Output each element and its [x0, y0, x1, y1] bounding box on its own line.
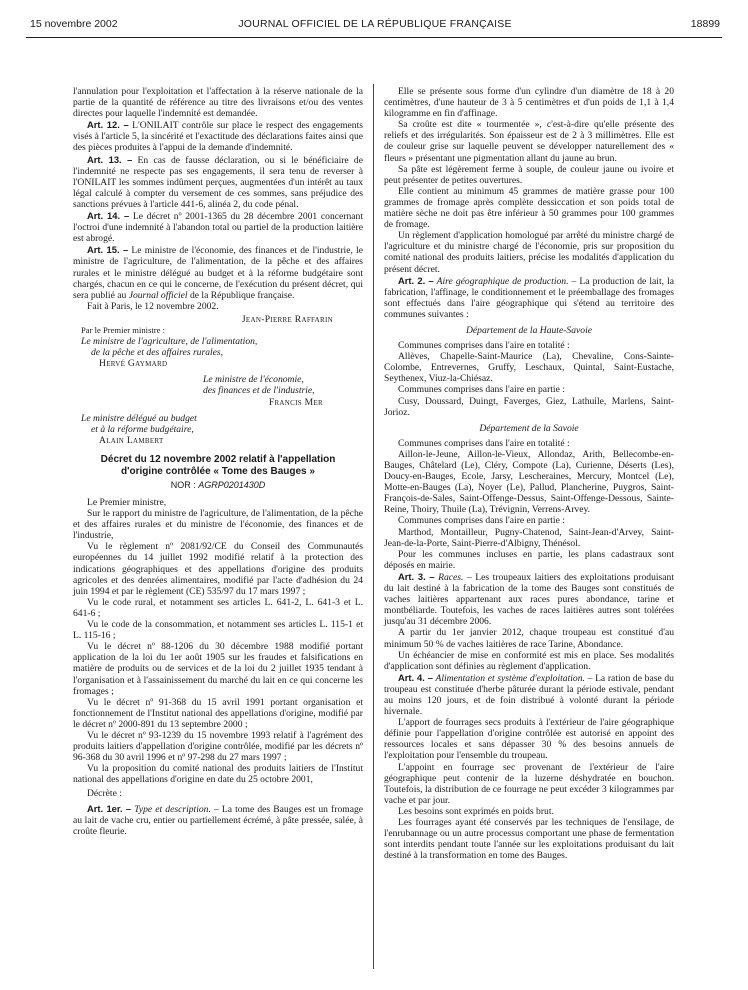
paragraph: Elle contient au minimum 45 grammes de matière grasse pour 100 grammes de fromage après complète dessiccation et son poids total de matière sèche ne doit pas être inférieur à 50 grammes pour 100 grammes de fromage. — [384, 185, 674, 231]
journal-officiel-ref: Journal officiel — [128, 289, 188, 301]
article-label: Art. 1er. – — [87, 802, 132, 814]
communes-list: Cusy, Doussard, Duingt, Faverges, Giez, Lathuile, Marlens, Saint-Jorioz. — [384, 395, 674, 418]
article-label: Art. 13. – — [87, 153, 133, 165]
decrete: Décrète : — [87, 788, 122, 800]
paragraph: Sa croûte est dite « tourmentée », c'est-à-dire qu'elle présente des reliefs et des irrégularités. Son épaisseur est de 2 à 3 millimètres. Elle est de couleur grise sur laquelle peuvent se développer naturellement des « fleurs » présentant une pigmentation allant du jaune au brun. — [384, 119, 674, 164]
signer-premier-ministre: Jean-Pierre Raffarin — [241, 313, 333, 325]
article-4 — [384, 672, 674, 717]
communes-list: Aillon-le-Jeune, Aillon-le-Vieux, Allondaz, Arith, Bellecombe-en-Bauges, Châtelard (Le), Cléry, Compote (La), Curienne, Déserts (Les), Doucy-en-Bauges, Ecole, Jarsy, Lescheraines, Mercury, Montcel (Le), Motte-en-Bauges (La), Noyer (Le), Pallud, Plancherine, Puygros, Saint-François-de-Sales, Saint-Offenge-Dessus, Saint-Offenge-Dessous, Sainte-Reine, Thoiry, Thuile (La), Trévignin, Verrens-Arvey. — [384, 448, 674, 516]
nor-code: AGRP0201430D — [198, 479, 266, 490]
signer-title: de la pêche et des affaires rurales, — [91, 347, 224, 359]
signatures — [73, 314, 363, 446]
signer-title: Le ministre délégué au budget — [81, 412, 197, 424]
article-text: En cas de fausse déclaration, ou si le bénéficiaire de l'indemnité ne respecte pas ses engagements, il sera tenu de reverser à l'ONILAIT les sommes indûment perçues, augmentées d'un intérêt au taux légal calculé à compter du versement de ces sommes, sans préjudice des sanctions prévues à l'article 441-6, alinéa 2, du code pénal. — [73, 154, 363, 210]
article-title: Aire géographique de production. — [433, 275, 569, 287]
article-2 — [384, 275, 674, 320]
visa: Sur le rapport du ministre de l'agriculture, de l'alimentation, de la pêche et des affaires rurales et du ministre de l'économie, des finances et de l'industrie, — [73, 508, 363, 542]
article-text: – La production de lait, la fabrication, l'affinage, le conditionnement et le préemballage des fromages sont effectués dans l'aire géographique qui s'étend au territoire des communes suivantes : — [384, 275, 674, 320]
paragraph: Elle se présente sous forme d'un cylindre d'un diamètre de 18 à 20 centimètres, d'une hauteur de 3 à 5 centimètres et d'un poids de 1,1 à 1,4 kilogramme en fin d'affinage. — [384, 86, 674, 120]
article-1 — [73, 803, 363, 837]
article-text: de la République française. — [187, 289, 295, 301]
article-title: Races. — [434, 571, 464, 583]
article-text: Le décret nº 2001-1365 du 28 décembre 2001 concernant l'octroi d'une indemnité à l'abandon total ou partiel de la production laitière est abrogé. — [73, 211, 363, 245]
decree-title — [73, 454, 363, 478]
visa: Vu le code rural, et notamment ses articles L. 641-2, L. 641-3 et L. 641-6 ; — [73, 596, 363, 619]
article-label: Art. 14. – — [87, 210, 130, 222]
article-title: Alimentation et système d'exploitation. — [432, 672, 585, 684]
article-text: Le ministre de l'économie, des finances et de l'industrie, le ministre de l'agriculture, de l'alimentation, de la pêche et des affaires rurales et le ministre délégué au budget et à la réforme budgétaire sont chargés, chacun en ce qui le concerne, de l'exécution du présent décret, qui sera publié au — [73, 245, 363, 301]
article-label: Art. 15. – — [87, 244, 129, 256]
left-column — [73, 86, 363, 837]
decree-title-line: d'origine contrôlée « Tome des Bauges » — [121, 465, 315, 477]
communes-label: Communes comprises dans l'aire en totalité : — [398, 437, 570, 449]
communes-label: Communes comprises dans l'aire en totalité : — [398, 340, 570, 352]
article-label: Art. 3. – — [398, 570, 435, 582]
article-text: – La tome des Bauges est un fromage au lait de vache cru, entier ou partiellement écrémé, à pâte pressée, salée, à croûte fleurie. — [73, 803, 364, 837]
journal-title: JOURNAL OFFICIEL DE LA RÉPUBLIQUE FRANÇAISE — [238, 18, 512, 30]
header-rule — [26, 37, 722, 38]
department-heading: Département de la Haute-Savoie — [465, 324, 592, 336]
signer-title: Le ministre de l'économie, — [203, 374, 304, 386]
visa: Vu le décret nº 91-368 du 15 avril 1991 portant organisation et fonctionnement de l'Institut national des appellations d'origine, modifié par le décret nº 2000-891 du 13 septembre 2000 ; — [73, 696, 363, 730]
article-title: Type et description. — [131, 803, 211, 815]
article-12 — [73, 119, 363, 153]
paragraph: Sa pâte est légèrement ferme à souple, de couleur jaune ou ivoire et peut présenter de petites ouvertures. — [384, 163, 674, 186]
paragraph: Un échéancier de mise en conformité est mis en place. Ses modalités d'application sont définies au règlement d'application. — [384, 649, 674, 672]
paragraph: Pour les communes incluses en partie, les plans cadastraux sont déposés en mairie. — [384, 548, 674, 571]
visa: Vu la proposition du comité national des produits laitiers de l'Institut national des appellations d'origine en date du 25 octobre 2001, — [73, 763, 363, 786]
visa: Vu le décret nº 93-1239 du 15 novembre 1993 relatif à l'agrément des produits laitiers d'appellation d'origine contrôlée, modifié par les décrets nº 96-368 du 30 avril 1996 et nº 97-298 du 27 mars 1997 ; — [73, 729, 363, 764]
communes-list: Marthod, Montailleur, Pugny-Chatenod, Saint-Jean-d'Arvey, Saint-Jean-de-la-Porte, Saint-Pierre-d'Albigny, Thénésol. — [384, 526, 674, 549]
department-heading: Département de la Savoie — [479, 422, 579, 434]
paragraph: Les fourrages ayant été conservés par les techniques de l'ensilage, de l'enrubannage ou un autre processus comportant une phase de fermentation sont interdits pendant toute l'année sur les exploitations produisant du lait destiné à la transformation en tome des Bauges. — [384, 817, 674, 862]
page-header — [30, 18, 720, 34]
visa: Vu le décret nº 88-1206 du 30 décembre 1988 modifié portant application de la loi du 1er août 1905 sur les fraudes et falsifications en matière de produits ou de services et de la loi du 2 juillet 1935 tendant à l'organisation et à l'assainissement du marché du lait en ce qui concerne les fromages ; — [73, 641, 363, 697]
signer-name: Francis Mer — [268, 396, 323, 408]
paragraph: L'appoint en fourrage sec provenant de l'extérieur de l'aire géographique peut contenir de la luzerne déshydratée en bouchon. Toutefois, la distribution de ce fourrage ne peut excéder 3 kilogrammes par vache et par jour. — [384, 761, 674, 806]
article-text: L'ONILAIT contrôle sur place le respect des engagements visés à l'article 5, la sincérité et l'exactitude des déclarations faites ainsi que des pièces produites à l'appui de la demande d'indemnité. — [73, 120, 363, 154]
decree-title-line: Décret du 12 novembre 2002 relatif à l'appellation — [100, 453, 336, 465]
paragraph: l'annulation pour l'exploitation et l'affectation à la réserve nationale de la partie de la quantité de référence au titre des livraisons et/ou des ventes directes pour laquelle l'indemnité est demandée. — [73, 86, 363, 120]
header-date: 15 novembre 2002 — [30, 18, 118, 30]
communes-label: Communes comprises dans l'aire en partie : — [398, 515, 565, 527]
nor-reference — [73, 480, 363, 491]
visa: Vu le code de la consommation, et notamment ses articles L. 115-1 et L. 115-16 ; — [73, 619, 363, 642]
signer-name: Hervé Gaymard — [99, 358, 168, 370]
article-3 — [384, 571, 674, 627]
article-13 — [73, 154, 363, 210]
article-label: Art. 12. – — [87, 119, 129, 131]
article-15 — [73, 244, 363, 300]
signer-name: Alain Lambert — [99, 434, 164, 446]
article-text: – Les troupeaux laitiers des exploitations produisant du lait destiné à la fabrication de la tome des Bauges sont constitués de vaches laitières appartenant aux races pures abondance, tarine et montbéliarde. Toutefois, les vaches de races laitières autres sont tolérées jusqu'au 31 décembre 2006. — [384, 571, 674, 628]
signer-title: et à la réforme budgétaire, — [91, 423, 194, 435]
fait-a-paris: Fait à Paris, le 12 novembre 2002. — [87, 300, 219, 312]
paragraph: A partir du 1er janvier 2012, chaque troupeau est constitué d'au minimum 50 % de vaches laitières de race Tarine, Abondance. — [384, 627, 674, 650]
signer-title: Le ministre de l'agriculture, de l'alimentation, — [81, 336, 258, 348]
premier-ministre: Le Premier ministre, — [87, 497, 167, 508]
column-divider — [373, 84, 374, 969]
communes-list: Allèves, Chapelle-Saint-Maurice (La), Chevaline, Cons-Sainte-Colombe, Entrevernes, Gruffy, Leschaux, Quintal, Saint-Eustache, Seythenex, Viuz-la-Chiésaz. — [384, 351, 674, 385]
article-label: Art. 4. – — [398, 671, 433, 683]
paragraph: Un règlement d'application homologué par arrêté du ministre chargé de l'agriculture et du ministre chargé de l'économie, pris sur proposition du comité national des produits laitiers, précise les modalités d'application du présent décret. — [384, 230, 674, 275]
article-text: – La ration de base du troupeau est constituée d'herbe pâturée durant la période estivale, pendant au moins 120 jours, et de foin distribué à volonté durant la période hivernale. — [384, 672, 674, 718]
page-number: 18899 — [690, 18, 720, 30]
signer-title: des finances et de l'industrie, — [203, 385, 315, 397]
communes-label: Communes comprises dans l'aire en partie : — [398, 384, 565, 396]
article-14 — [73, 210, 363, 244]
visa: Vu le règlement nº 2081/92/CE du Conseil des Communautés européennes du 14 juillet 1992 modifié relatif à la protection des indications géographiques et des appellations d'origine des produits agricoles et des denrées alimentaires, modifié par l'acte d'adhésion du 24 juin 1994 et par le règlement (CE) 535/97 du 17 mars 1997 ; — [73, 541, 363, 597]
paragraph: L'apport de fourrages secs produits à l'extérieur de l'aire géographique définie pour l'appellation d'origine contrôlée est autorisé en appoint des ressources locales et sans dépasser 30 % des besoins annuels de l'exploitation pour l'ensemble du troupeau. — [384, 717, 674, 762]
par-le-premier-ministre: Par le Premier ministre : — [81, 324, 166, 335]
article-label: Art. 2. – — [398, 274, 434, 286]
nor-label: NOR : — [170, 479, 199, 490]
paragraph: Les besoins sont exprimés en poids brut. — [398, 805, 554, 817]
right-column — [384, 86, 674, 861]
